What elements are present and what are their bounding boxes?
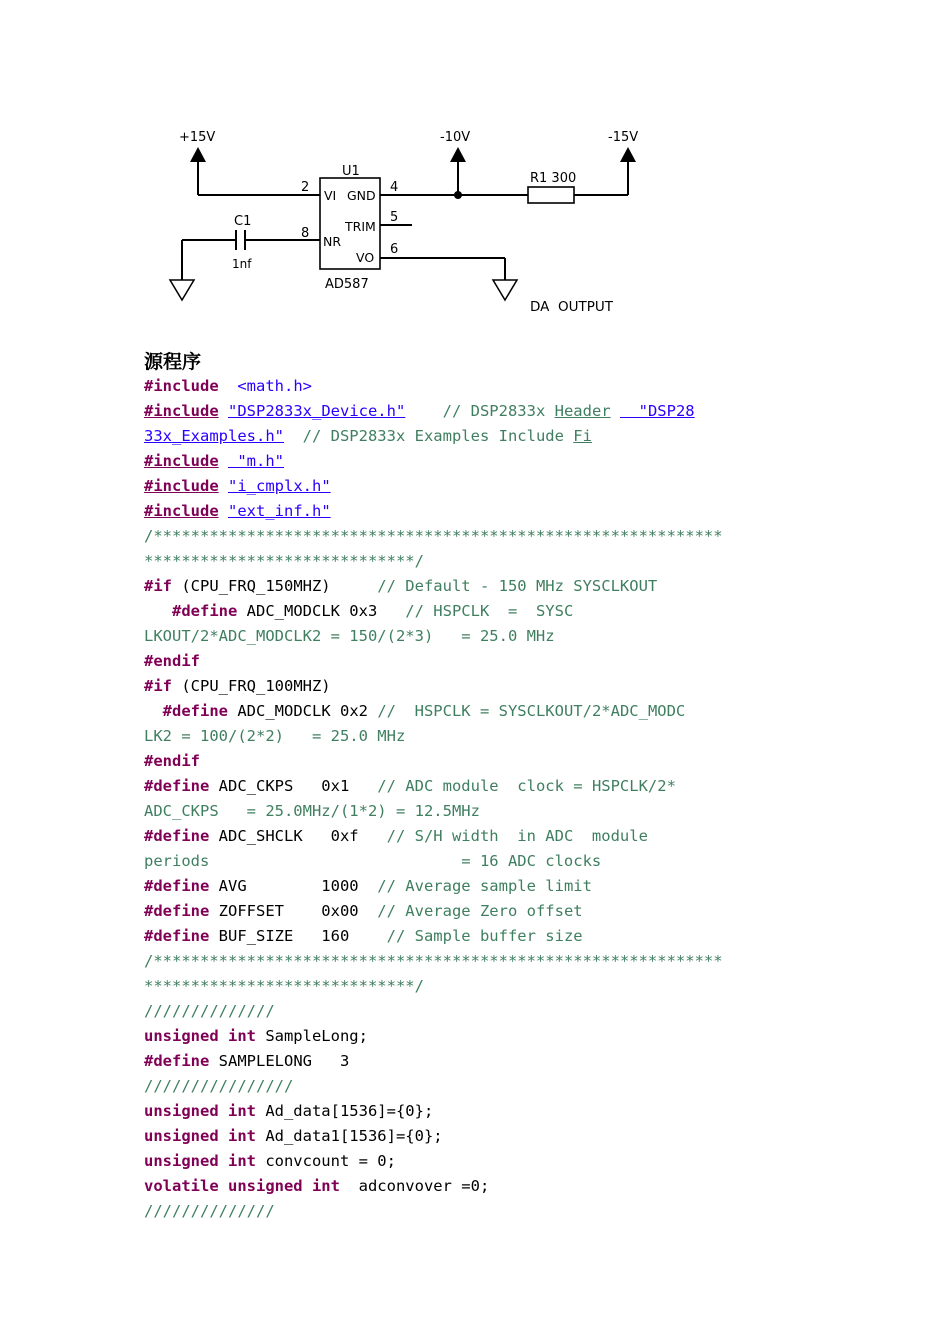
code-line: #include "m.h" [144,452,284,470]
supply-minus-15v: -15V [608,130,639,145]
ic-part: AD587 [325,277,369,292]
cap-ref: C1 [234,214,252,229]
minus-10v-arrow-icon [450,147,466,162]
supply-plus-15v: +15V [179,130,216,145]
code-line: #endif [144,652,200,670]
pin-vo-label: VO [356,250,375,265]
code-line: LK2 = 100/(2*2) = 25.0 MHz [144,727,406,745]
code-line: #define ADC_MODCLK 0x3 // HSPCLK = SYSC [172,602,574,620]
plus-15v-arrow-icon [190,147,206,162]
code-line: /************************************************************* [144,952,723,970]
cap-value: 1nf [232,257,252,271]
pin-vi-label: VI [324,188,337,203]
code-line: #include <math.h> [144,377,312,395]
code-line: /************************************************************* [144,527,723,545]
output-label: DA OUTPUT [530,299,613,315]
pin-number-5: 5 [390,210,399,225]
code-line: #define ADC_SHCLK 0xf // S/H width in ADC module [144,827,648,845]
pin-number-8: 8 [301,226,310,241]
code-line: #endif [144,752,200,770]
code-line: #include "ext_inf.h" [144,502,331,520]
code-line: #if (CPU_FRQ_100MHZ) [144,677,331,695]
code-line: LKOUT/2*ADC_MODCLK2 = 150/(2*3) = 25.0 MHz [144,627,555,645]
code-line: #define ZOFFSET 0x00 // Average Zero offset [144,902,583,920]
code-line: ////////////// [144,1002,275,1020]
code-line: #include "DSP2833x_Device.h" // DSP2833x Header "DSP28 [144,402,695,420]
code-line: *****************************/ [144,977,424,995]
pin-gnd-label: GND [347,188,376,203]
ground-icon [170,280,194,300]
code-line: ////////////// [144,1202,275,1220]
circuit-schematic [150,115,670,330]
code-line: unsigned int SampleLong; [144,1027,368,1045]
code-line: volatile unsigned int adconvover =0; [144,1177,490,1195]
source-code [144,374,810,1224]
code-line: #include "i_cmplx.h" [144,477,331,495]
code-line: 33x_Examples.h" // DSP2833x Examples Include Fi [144,427,592,445]
code-line: #if (CPU_FRQ_150MHZ) // Default - 150 MHz SYSCLKOUT [144,577,658,595]
pin-number-4: 4 [390,180,399,195]
code-line: #define BUF_SIZE 160 // Sample buffer size [144,927,583,945]
code-line: #define AVG 1000 // Average sample limit [144,877,592,895]
code-line: #define SAMPLELONG 3 [144,1052,350,1070]
ic-ref: U1 [342,164,360,179]
code-line: unsigned int Ad_data1[1536]={0}; [144,1127,443,1145]
section-title: 源程序 [144,351,202,373]
supply-minus-10v: -10V [440,130,471,145]
code-line: periods = 16 ADC clocks [144,852,602,870]
code-line: unsigned int Ad_data[1536]={0}; [144,1102,434,1120]
output-ground-icon [493,280,517,300]
pin-trim-label: TRIM [345,219,376,234]
code-line: *****************************/ [144,552,424,570]
code-line: unsigned int convcount = 0; [144,1152,396,1170]
pin-nr-label: NR [323,234,342,249]
pin-number-2: 2 [301,180,310,195]
code-line: ADC_CKPS = 25.0MHz/(1*2) = 12.5MHz [144,802,480,820]
resistor-label: R1 300 [530,171,577,186]
minus-15v-arrow-icon [620,147,636,162]
junction-dot [454,191,462,199]
code-line: //////////////// [144,1077,294,1095]
code-line: #define ADC_CKPS 0x1 // ADC module clock = HSPCLK/2* [144,777,676,795]
code-line: #define ADC_MODCLK 0x2 // HSPCLK = SYSCLKOUT/2*ADC_MODC [162,702,686,720]
pin-number-6: 6 [390,242,399,257]
